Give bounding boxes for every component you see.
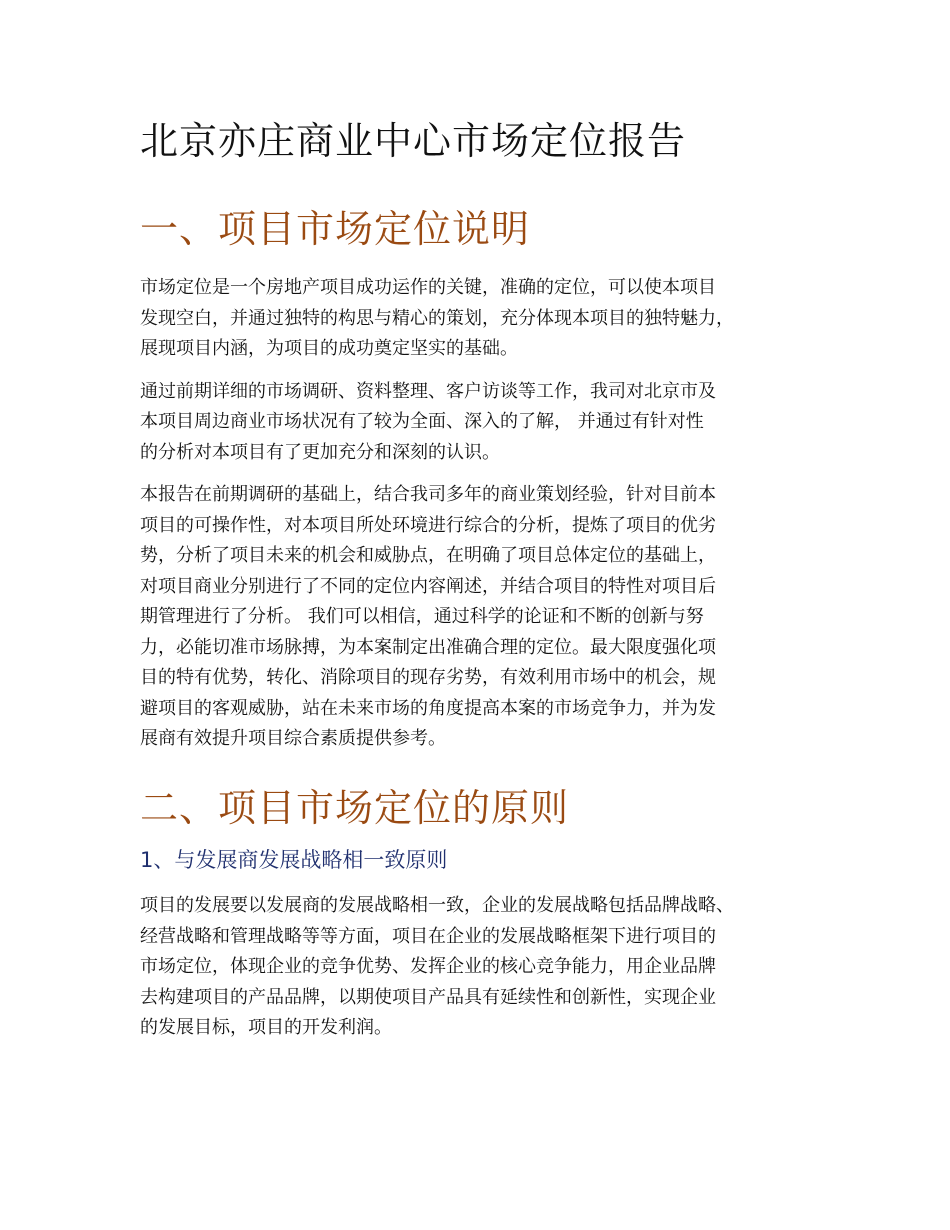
paragraph <box>140 377 830 469</box>
paragraph-line: 发现空白，并通过独特的构思与精心的策划，充分体现本项目的独特魅力， <box>140 307 734 329</box>
paragraph-line: 对项目商业分别进行了不同的定位内容阐述，并结合项目的特性对项目后 <box>140 575 716 597</box>
paragraph-line: 的分析对本项目有了更加充分和深刻的认识。 <box>140 441 500 463</box>
paragraph-line: 市场定位，体现企业的竞争优势、发挥企业的核心竞争能力，用企业品牌 <box>140 956 716 978</box>
section-market-positioning-principles <box>140 785 830 1044</box>
section-market-positioning-explanation <box>140 206 830 755</box>
paragraph-line: 项目的发展要以发展商的发展战略相一致，企业的发展战略包括品牌战略、 <box>140 895 734 917</box>
paragraph-line: 经营战略和管理战略等等方面，项目在企业的发展战略框架下进行项目的 <box>140 925 716 947</box>
paragraph-line: 势，分析了项目未来的机会和威胁点，在明确了项目总体定位的基础上， <box>140 545 716 566</box>
paragraph-line: 的发展目标，项目的开发利润。 <box>140 1017 392 1039</box>
paragraph-line: 期管理进行了分析。 我们可以相信，通过科学的论证和不断的创新与努 <box>140 606 704 627</box>
paragraph-line: 展商有效提升项目综合素质提供参考。 <box>140 728 446 749</box>
paragraph-line: 避项目的客观威胁，站在未来市场的角度提高本案的市场竞争力，并为发 <box>140 697 716 719</box>
paragraph-line: 去构建项目的产品品牌，以期使项目产品具有延续性和创新性，实现企业 <box>140 986 716 1008</box>
paragraph-line: 力，必能切准市场脉搏，为本案制定出准确合理的定位。最大限度强化项 <box>140 636 716 658</box>
paragraph <box>140 273 830 365</box>
paragraph <box>140 480 830 755</box>
paragraph-line: 目的特有优势，转化、消除项目的现存劣势，有效利用市场中的机会，规 <box>140 667 716 688</box>
paragraph-line: 通过前期详细的市场调研、资料整理、客户访谈等工作，我司对北京市及 <box>140 380 716 402</box>
paragraph-line: 项目的可操作性，对本项目所处环境进行综合的分析，提炼了项目的优劣 <box>140 514 716 536</box>
paragraph-line: 本报告在前期调研的基础上，结合我司多年的商业策划经验，针对目前本 <box>140 484 716 505</box>
section-heading: 一、项目市场定位说明 <box>140 206 531 251</box>
section-heading: 二、项目市场定位的原则 <box>140 785 570 830</box>
paragraph-line: 市场定位是一个房地产项目成功运作的关键，准确的定位，可以使本项目 <box>140 277 716 298</box>
paragraph-line: 本项目周边商业市场状况有了较为全面、深入的了解， 并通过有针对性 <box>140 411 704 432</box>
subsection-heading: 1、与发展商发展战略相一致原则 <box>140 848 448 872</box>
paragraph-line: 展现项目内涵，为项目的成功奠定坚实的基础。 <box>140 338 518 359</box>
paragraph <box>140 891 830 1044</box>
document-title: 北京亦庄商业中心市场定位报告 <box>140 119 687 163</box>
